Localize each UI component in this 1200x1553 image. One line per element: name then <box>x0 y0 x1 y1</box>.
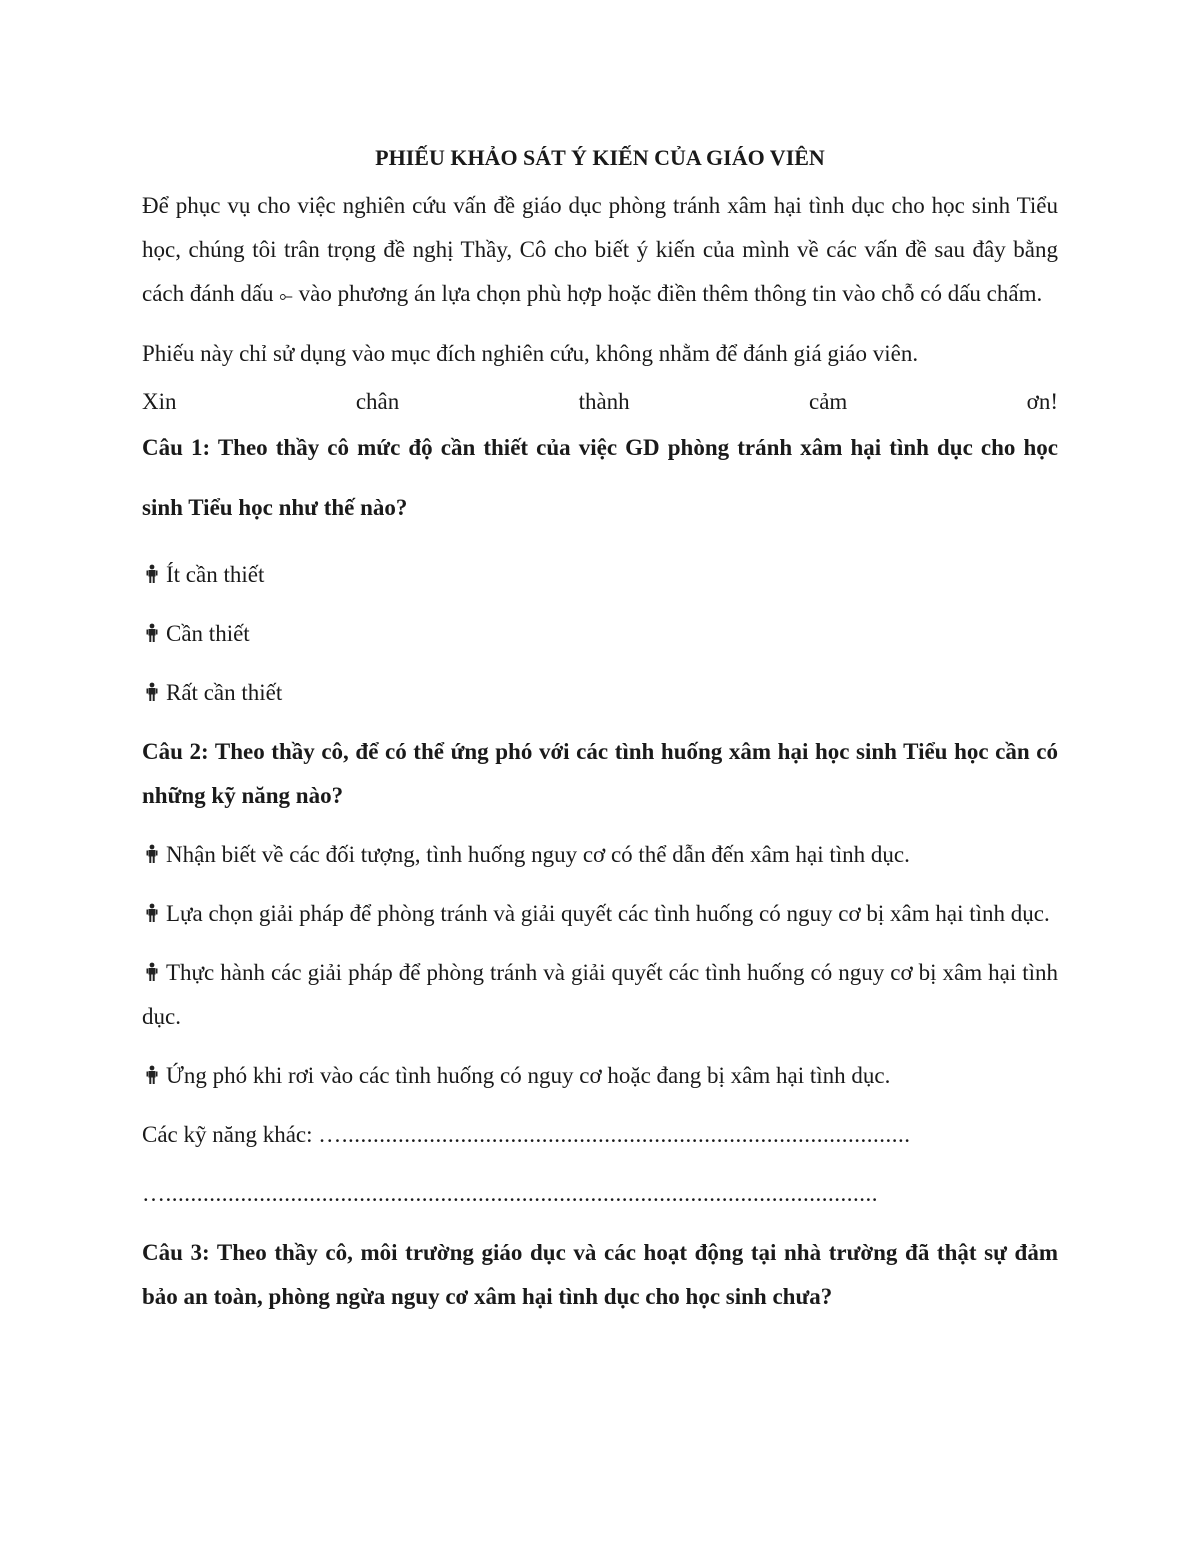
thanks-word: cảm <box>809 389 848 414</box>
survey-page <box>142 118 1058 1319</box>
option-label: Lựa chọn giải pháp để phòng tránh và giải quyết các tình huống có nguy cơ bị xâm hại tình dục. <box>166 901 1050 926</box>
thanks-line <box>142 386 1058 418</box>
question-3: Câu 3: Theo thầy cô, môi trường giáo dục và các hoạt động tại nhà trường đã thật sự đảm bảo an toàn, phòng ngừa nguy cơ xâm hại tình dục cho học sinh chưa? <box>142 1240 1058 1309</box>
other-skills-field[interactable] <box>142 1113 1058 1157</box>
check-mark-icon: ⟜ <box>279 286 293 306</box>
other-skills-field-2[interactable] <box>142 1172 1058 1216</box>
question-1: Câu 1: Theo thầy cô mức độ cần thiết của việc GD phòng tránh xâm hại tình dục cho học sinh Tiểu học như thế nào? <box>142 435 1058 520</box>
page-title: PHIẾU KHẢO SÁT Ý KIẾN CỦA GIÁO VIÊN <box>375 145 825 170</box>
option-label: Rất cần thiết <box>166 680 283 705</box>
option-label: Nhận biết về các đối tượng, tình huống nguy cơ có thể dẫn đến xâm hại tình dục. <box>166 842 910 867</box>
person-bullet-icon <box>146 953 158 973</box>
option-item[interactable] <box>142 1054 1058 1098</box>
fill-in-dots: …........................................................................................... <box>318 1122 911 1147</box>
option-label: Ít cần thiết <box>166 562 265 587</box>
person-bullet-icon <box>146 555 158 575</box>
option-label: Thực hành các giải pháp để phòng tránh và giải quyết các tình huống có nguy cơ bị xâm hại tình dục. <box>142 960 1058 1029</box>
person-bullet-icon <box>146 614 158 634</box>
option-label: Cần thiết <box>166 621 250 646</box>
person-bullet-icon <box>146 673 158 693</box>
option-item[interactable] <box>142 553 1058 597</box>
person-bullet-icon <box>146 835 158 855</box>
option-item[interactable] <box>142 671 1058 715</box>
thanks-word: thành <box>578 389 630 414</box>
intro-paragraph <box>142 184 1058 318</box>
option-item[interactable] <box>142 892 1058 936</box>
option-item[interactable] <box>142 833 1058 877</box>
other-skills-label: Các kỹ năng khác: <box>142 1122 319 1147</box>
thanks-word: chân <box>355 389 400 414</box>
thanks-word: ơn! <box>1026 389 1058 414</box>
person-bullet-icon <box>146 894 158 914</box>
fill-in-dots: ….................................................................................................................. <box>142 1181 878 1206</box>
intro-text-2: vào phương án lựa chọn phù hợp hoặc điền thêm thông tin vào chỗ có dấu chấm. <box>292 281 1043 306</box>
person-bullet-icon <box>146 1056 158 1076</box>
option-item[interactable] <box>142 612 1058 656</box>
option-item[interactable] <box>142 951 1058 1039</box>
intro-text-1: Để phục vụ cho việc nghiên cứu vấn đề giáo dục phòng tránh xâm hại tình dục cho học sinh Tiểu học, chúng tôi trân trọng đề nghị Thầy, Cô cho biết ý kiến của mình về các vấn đề sau đây bằng cách đánh dấu <box>142 193 1058 306</box>
question-2: Câu 2: Theo thầy cô, để có thể ứng phó với các tình huống xâm hại học sinh Tiểu học cần có những kỹ năng nào? <box>142 739 1058 808</box>
thanks-word: Xin <box>142 389 177 414</box>
option-label: Ứng phó khi rơi vào các tình huống có nguy cơ hoặc đang bị xâm hại tình dục. <box>166 1063 891 1088</box>
note-paragraph: Phiếu này chỉ sử dụng vào mục đích nghiên cứu, không nhằm để đánh giá giáo viên. <box>142 341 919 366</box>
